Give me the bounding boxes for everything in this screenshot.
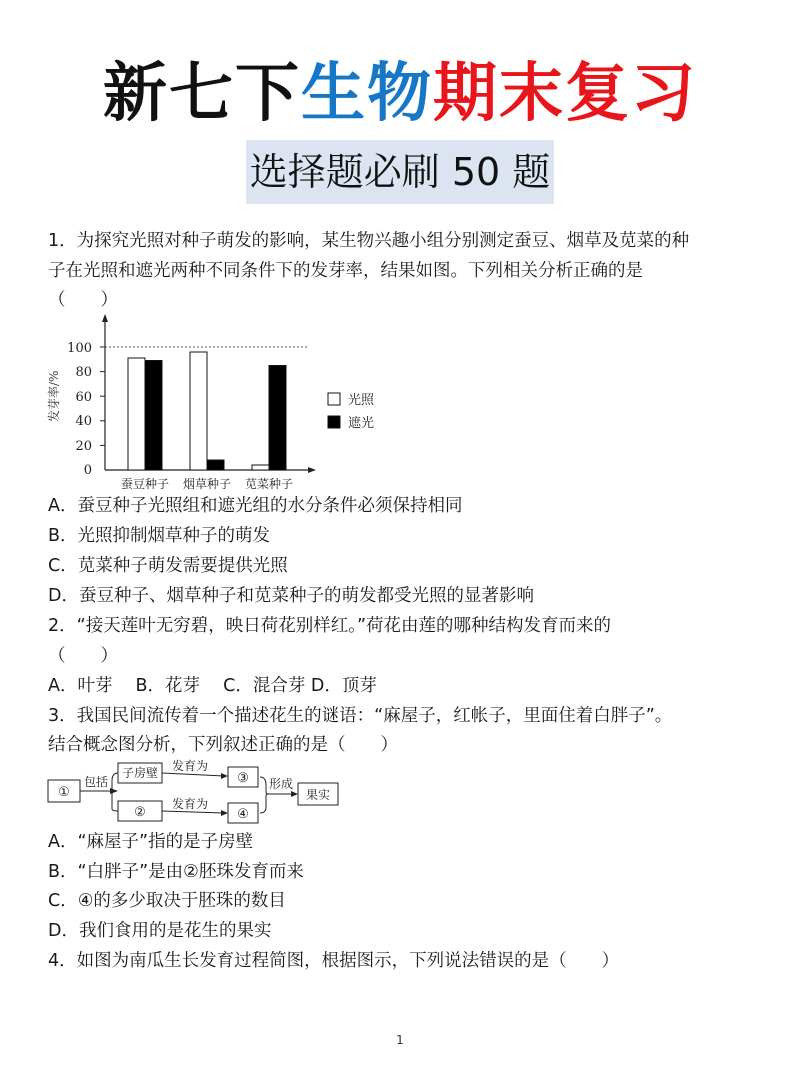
page-number: 1 bbox=[396, 1033, 404, 1047]
legend-swatch-dark-icon bbox=[328, 416, 340, 428]
category-label-candou: 蚕豆种子 bbox=[120, 477, 170, 491]
arrow-develop-bottom-icon bbox=[221, 810, 228, 816]
category-label-xiancai: 苋菜种子 bbox=[244, 477, 294, 491]
q3-option-c: C．④的多少取决于胚珠的数目 bbox=[48, 891, 286, 911]
node-1-label: ① bbox=[58, 785, 70, 800]
peanut-concept-diagram bbox=[40, 755, 360, 830]
page-subtitle: 选择题必刷 50 题 bbox=[246, 140, 554, 204]
node-2-label: ② bbox=[134, 805, 146, 820]
q3-option-d: D．我们食用的是花生的果实 bbox=[48, 921, 272, 941]
edge-develop-top-label: 发育为 bbox=[171, 759, 209, 773]
y-tick-80: 80 bbox=[75, 365, 92, 380]
q1-answer-blank: （ ） bbox=[48, 290, 118, 310]
x-axis-arrow-icon bbox=[308, 467, 316, 473]
y-tick-0: 0 bbox=[83, 463, 92, 478]
q1-option-c: C．苋菜种子萌发需要提供光照 bbox=[48, 556, 288, 576]
y-tick-60: 60 bbox=[75, 390, 92, 405]
title-part-review: 期末复习 bbox=[433, 57, 697, 131]
bar-yancao-dark bbox=[207, 460, 224, 470]
node-3-label: ③ bbox=[237, 771, 249, 786]
title-part-subject: 生物 bbox=[301, 57, 433, 131]
q3-option-b: B．“白胖子”是由②胚珠发育而来 bbox=[48, 862, 304, 882]
bar-xiancai-light bbox=[252, 465, 269, 470]
bar-yancao-light bbox=[190, 352, 207, 470]
q2-answer-blank: （ ） bbox=[48, 646, 118, 666]
q1-option-a: A．蚕豆种子光照组和遮光组的水分条件必须保持相同 bbox=[48, 496, 463, 516]
q3-option-a: A．“麻屋子”指的是子房壁 bbox=[48, 832, 254, 852]
q2-options: A．叶芽 B．花芽 C．混合芽 D．顶芽 bbox=[48, 676, 377, 696]
legend-swatch-light-icon bbox=[328, 393, 340, 405]
q1-option-b: B．光照抑制烟草种子的萌发 bbox=[48, 526, 271, 546]
q4-stem-line-1: 4．如图为南瓜生长发育过程简图，根据图示，下列说法错误的是（ ） bbox=[48, 951, 620, 971]
q2-stem-line-1: 2．“接天莲叶无穷碧，映日荷花别样红。”荷花由莲的哪种结构发育而来的 bbox=[48, 616, 612, 636]
edge-develop-bottom-label: 发育为 bbox=[171, 797, 209, 811]
legend-label-dark: 遮光 bbox=[348, 416, 375, 431]
y-tick-40: 40 bbox=[75, 414, 92, 429]
germination-bar-chart bbox=[40, 310, 400, 500]
node-ovary-wall-label: 子房壁 bbox=[121, 766, 159, 780]
page-title bbox=[0, 56, 800, 132]
q3-stem-line-2: 结合概念图分析，下列叙述正确的是（ ） bbox=[48, 735, 398, 755]
category-label-yancao: 烟草种子 bbox=[182, 477, 232, 491]
edge-form-label: 形成 bbox=[268, 777, 294, 791]
q3-stem-line-1: 3．我国民间流传着一个描述花生的谜语：“麻屋子，红帐子，里面住着白胖子”。 bbox=[48, 706, 673, 726]
bar-candou-dark bbox=[145, 361, 162, 471]
y-axis-label: 发芽率/% bbox=[47, 370, 61, 422]
y-tick-20: 20 bbox=[75, 439, 92, 454]
q1-stem-line-1: 1．为探究光照对种子萌发的影响，某生物兴趣小组分别测定蚕豆、烟草及苋菜的种 bbox=[48, 231, 690, 251]
arrow-develop-top-icon bbox=[221, 773, 228, 779]
legend-label-light: 光照 bbox=[348, 393, 375, 408]
bar-xiancai-dark bbox=[269, 366, 286, 471]
y-axis-arrow-icon bbox=[102, 314, 108, 322]
arrow-include-icon bbox=[110, 788, 118, 794]
edge-include-label: 包括 bbox=[83, 775, 109, 789]
arrow-form-icon bbox=[291, 791, 298, 797]
y-tick-100: 100 bbox=[67, 341, 92, 356]
node-4-label: ④ bbox=[237, 807, 249, 822]
title-part-grade: 新七下 bbox=[103, 57, 301, 131]
q1-stem-line-2: 子在光照和遮光两种不同条件下的发芽率，结果如图。下列相关分析正确的是 bbox=[48, 261, 643, 281]
bar-candou-light bbox=[128, 358, 145, 470]
q1-option-d: D．蚕豆种子、烟草种子和苋菜种子的萌发都受光照的显著影响 bbox=[48, 586, 534, 606]
node-fruit-label: 果实 bbox=[305, 788, 331, 802]
brace-right bbox=[260, 777, 268, 813]
